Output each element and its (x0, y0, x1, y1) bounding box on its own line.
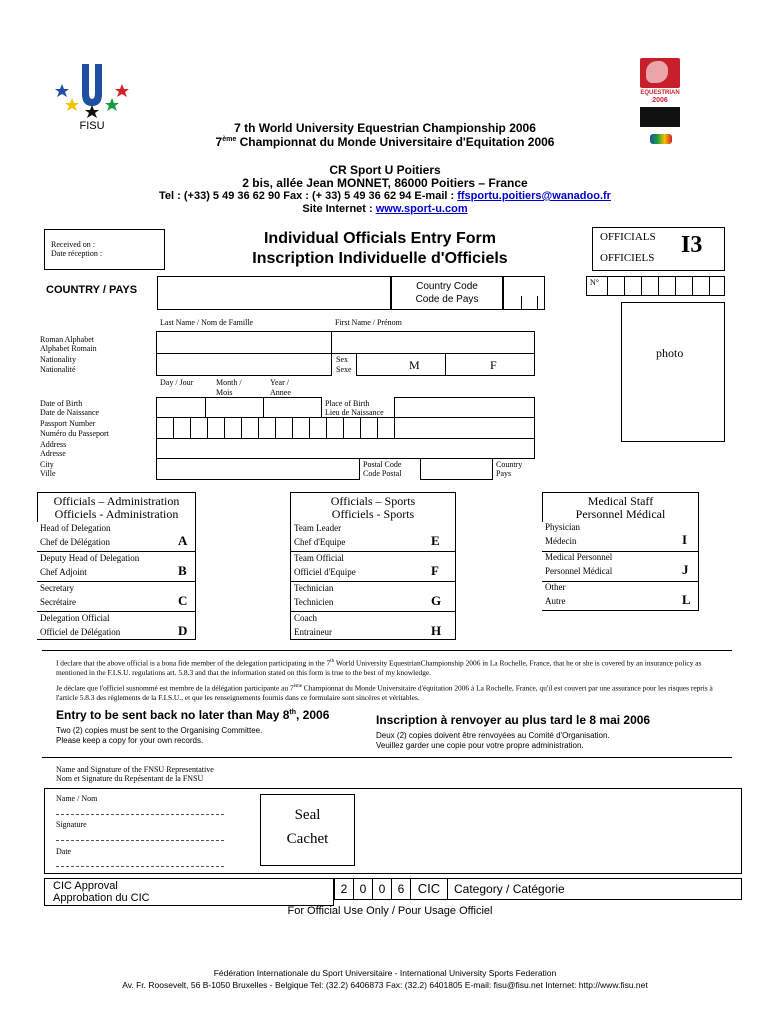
cic-digit-1: 2 (334, 878, 354, 900)
number-label: N° (590, 278, 599, 287)
role-i-letter: I (682, 532, 688, 547)
role-j[interactable] (542, 551, 698, 582)
header-line1: 7 th World University Equestrian Championship 2006 (234, 121, 536, 135)
day-label: Day / Jour (160, 378, 194, 387)
nationality-label-fr: Nationalité (40, 365, 76, 374)
received-box[interactable] (44, 229, 165, 270)
role-e-fr: Chef d'Equipe (294, 537, 346, 547)
month-label: Month / Mois (216, 378, 242, 397)
address-input[interactable] (156, 438, 535, 459)
country-pays-label: COUNTRY / PAYS (46, 284, 138, 296)
role-e-letter: E (431, 533, 440, 548)
role-l-fr: Autre (545, 596, 566, 606)
postal-label-en: Postal Code (363, 460, 402, 469)
cic-label-box (410, 878, 448, 900)
year-label: Year / Annee (270, 378, 291, 397)
dob-label-fr: Date de Naissance (40, 408, 100, 417)
pob-label-en: Place of Birth (325, 399, 370, 408)
medical-title-fr: Personnel Médical (575, 507, 666, 521)
cic-approval-fr: Approbation du CIC (53, 892, 150, 904)
footer-line2: Av. Fr. Roosevelt, 56 B-1050 Bruxelles - Belgique Tel: (32.2) 6406873 Fax: (32.2) 6401805 E-mail: fisu@fisu.net Internet: http://www.fisu.net (122, 980, 648, 990)
first-name-input[interactable] (331, 331, 535, 354)
signature-name-line[interactable] (56, 814, 224, 815)
deadline-note-fr-2: Veuillez garder une copie pour votre propre administration. (376, 741, 584, 750)
role-l-en: Other (545, 582, 566, 592)
country-code-input[interactable] (503, 276, 545, 310)
role-l-letter: L (682, 592, 691, 607)
signature-box (44, 788, 742, 874)
role-h[interactable] (291, 611, 455, 640)
first-name-label: First Name / Prénom (335, 318, 402, 327)
cic-approval-box (44, 878, 334, 906)
role-d-en: Delegation Official (40, 613, 110, 623)
code-de-pays-label: Code de Pays (415, 294, 479, 305)
signature-signature-label: Signature (56, 820, 87, 829)
sports-header (290, 492, 456, 522)
deadline-note-fr-1: Deux (2) copies doivent être renvoyées au Comité d'Organisation. (376, 731, 610, 740)
footer-line1: Fédération Internationale du Sport Universitaire - International University Sports Federation (213, 968, 557, 978)
role-h-letter: H (431, 623, 442, 638)
role-c-fr: Secrétaire (40, 597, 76, 607)
passport-label-en: Passport Number (40, 419, 96, 428)
postal-label-fr: Code Postal (363, 469, 402, 478)
country-code-box (391, 276, 503, 310)
role-a-en: Head of Delegation (40, 523, 111, 533)
role-f-letter: F (431, 563, 439, 578)
country-input[interactable] (157, 276, 391, 310)
role-e[interactable] (291, 521, 455, 552)
dob-input[interactable] (156, 397, 322, 418)
role-j-letter: J (682, 562, 689, 577)
role-i[interactable] (542, 521, 698, 552)
last-name-label: Last Name / Nom de Famille (160, 318, 254, 327)
role-b[interactable] (37, 551, 195, 582)
role-a[interactable] (37, 521, 195, 552)
role-c-en: Secretary (40, 583, 74, 593)
role-b-fr: Chef Adjoint (40, 567, 87, 577)
seal-label: Seal (294, 807, 321, 823)
received-label: Received on : (51, 240, 95, 249)
roman-label-en: Roman Alphabet (40, 335, 94, 344)
deadline-en: Entry to be sent back no later than May 8th, 2006 (56, 708, 330, 722)
pob-label-fr: Lieu de Naissance (325, 408, 384, 417)
sex-female-box[interactable] (445, 353, 535, 376)
signature-date-label: Date (56, 847, 72, 856)
seal-box[interactable] (260, 794, 355, 866)
address-label-en: Address (40, 440, 67, 449)
sex-label-fr: Sexe (336, 365, 352, 374)
city-input[interactable] (156, 458, 360, 480)
role-a-fr: Chef de Délégation (40, 537, 110, 547)
last-name-input[interactable] (156, 331, 332, 354)
role-d[interactable] (37, 611, 195, 640)
org-address: 2 bis, allée Jean MONNET, 86000 Poitiers – France (242, 176, 528, 190)
org-name: CR Sport U Poitiers (329, 163, 441, 177)
reception-label: Date réception : (51, 249, 103, 258)
official-use-label: For Official Use Only / Pour Usage Officiel (287, 905, 493, 917)
form-title-en: Individual Officials Entry Form (263, 230, 497, 247)
deadline-fr: Inscription à renvoyer au plus tard le 8 mai 2006 (376, 713, 651, 727)
country-label-fr: Pays (496, 469, 512, 478)
role-e-en: Team Leader (294, 523, 342, 533)
address-label-fr: Adresse (40, 449, 66, 458)
role-g-fr: Technicien (294, 597, 334, 607)
signature-head-fr: Nom et Signature du Repésentant de la FNSU (56, 774, 204, 783)
officials-label: OFFICIALS (600, 231, 656, 243)
role-g[interactable] (291, 581, 455, 612)
signature-date-line[interactable] (56, 866, 224, 867)
cic-digit-4: 6 (391, 878, 411, 900)
signature-name-label: Name / Nom (56, 794, 98, 803)
org-contact: Tel : (+33) 5 49 36 62 90 Fax : (+ 33) 5 49 36 62 94 E-mail : ffsportu.poitiers@wanadoo.fr (159, 190, 611, 202)
role-b-en: Deputy Head of Delegation (40, 553, 140, 563)
role-h-fr: Entraineur (294, 627, 332, 637)
cachet-label: Cachet (286, 831, 329, 847)
city-label-fr: Ville (40, 469, 56, 478)
city-label-en: City (40, 460, 54, 469)
sports-title-fr: Officiels - Sports (331, 507, 415, 521)
badge-year: 2006 (652, 97, 668, 104)
officials-box (592, 227, 725, 271)
horse-icon (646, 61, 668, 83)
officiels-label: OFFICIELS (600, 252, 655, 264)
role-d-letter: D (178, 623, 188, 638)
declaration-en: I declare that the above official is a bona fide member of the delegation participating in the 7th World University EquestrianChampionship 2006 in La Rochelle, France, that he or she is covered by an insurance policy as mentioned in the F.I.S.U. regulations art. 5.8.3 and that the information stated on this form is true to the best of my knowledge. (56, 658, 702, 677)
signature-sign-line[interactable] (56, 840, 224, 841)
photo-box[interactable] (621, 302, 725, 442)
role-j-en: Medical Personnel (545, 552, 613, 562)
cic-category-label: Category / Catégorie (454, 882, 565, 896)
role-j-fr: Personnel Médical (545, 566, 613, 576)
roman-label-fr: Alphabet Romain (40, 344, 97, 353)
role-f-fr: Officiel d'Equipe (294, 567, 356, 577)
role-d-fr: Officiel de Délégation (40, 627, 121, 637)
role-g-en: Technician (294, 583, 334, 593)
fisu-label: FISU (79, 120, 105, 132)
declaration-fr: Je déclare que l'officiel susnommé est membre de la délégation participante au 7ème Championnat du Monde Universitaire d'équitation 2006 à La Rochelle, France, qu'il est couvert par une assurance pour les risques repris à l'article 5.8.3 des règlements de la F.I.S.U., et que les renseignements fournis dans ce formulaire sont sincères et véritables. (56, 683, 713, 702)
admin-header (37, 492, 196, 522)
sports-title-en: Officials – Sports (330, 494, 416, 508)
postal-input[interactable] (420, 458, 493, 480)
medical-header (542, 492, 699, 522)
nationality-input[interactable] (156, 353, 332, 376)
badge-title: EQUESTRIAN (640, 90, 680, 96)
role-b-letter: B (178, 563, 187, 578)
role-h-en: Coach (294, 613, 317, 623)
photo-label: photo (656, 346, 684, 360)
role-f[interactable] (291, 551, 455, 582)
role-l[interactable] (542, 581, 698, 611)
cic-category-box[interactable] (447, 878, 742, 900)
sex-female-label: F (490, 358, 497, 372)
role-a-letter: A (178, 533, 188, 548)
role-i-en: Physician (545, 522, 580, 532)
header-line2: 7ème Championnat du Monde Universitaire d'Equitation 2006 (215, 135, 555, 149)
form-title-fr: Inscription Individuelle d'Officiels (252, 250, 508, 267)
nationality-label-en: Nationality (40, 355, 76, 364)
country-code-label: Country Code (416, 281, 478, 292)
cic-approval-en: CIC Approval (53, 880, 118, 892)
cic-digit-3: 0 (372, 878, 392, 900)
cic-label: CIC (417, 881, 441, 896)
deadline-note-en-1: Two (2) copies must be sent to the Organising Committee. (56, 726, 263, 735)
role-g-letter: G (431, 593, 442, 608)
sex-label-en: Sex (336, 355, 348, 364)
role-c-letter: C (178, 593, 188, 608)
cic-digit-2: 0 (353, 878, 373, 900)
site-link[interactable]: www.sport-u.com (375, 203, 468, 215)
country-label-en: Country (496, 460, 523, 469)
medical-title-en: Medical Staff (587, 494, 654, 508)
deadline-note-en-2: Please keep a copy for your own records. (56, 736, 204, 745)
admin-title-en: Officials – Administration (53, 494, 180, 508)
pob-input[interactable] (394, 397, 535, 418)
role-c[interactable] (37, 581, 195, 612)
sex-male-box[interactable] (356, 353, 446, 376)
role-i-fr: Médecin (545, 536, 577, 546)
declaration-rule (42, 650, 732, 651)
passport-label-fr: Numéro du Passeport (40, 429, 109, 438)
sex-male-label: M (409, 358, 420, 372)
role-f-en: Team Official (294, 553, 344, 563)
org-site: Site Internet : www.sport-u.com (302, 203, 468, 215)
dob-label-en: Date of Birth (40, 399, 83, 408)
signature-head-en: Name and Signature of the FNSU Representative (56, 765, 214, 774)
passport-input[interactable] (156, 417, 535, 439)
admin-title-fr: Officiels - Administration (54, 507, 179, 521)
signature-rule (42, 757, 732, 758)
email-link[interactable]: ffsportu.poitiers@wanadoo.fr (457, 190, 611, 202)
form-code: I3 (681, 232, 703, 258)
